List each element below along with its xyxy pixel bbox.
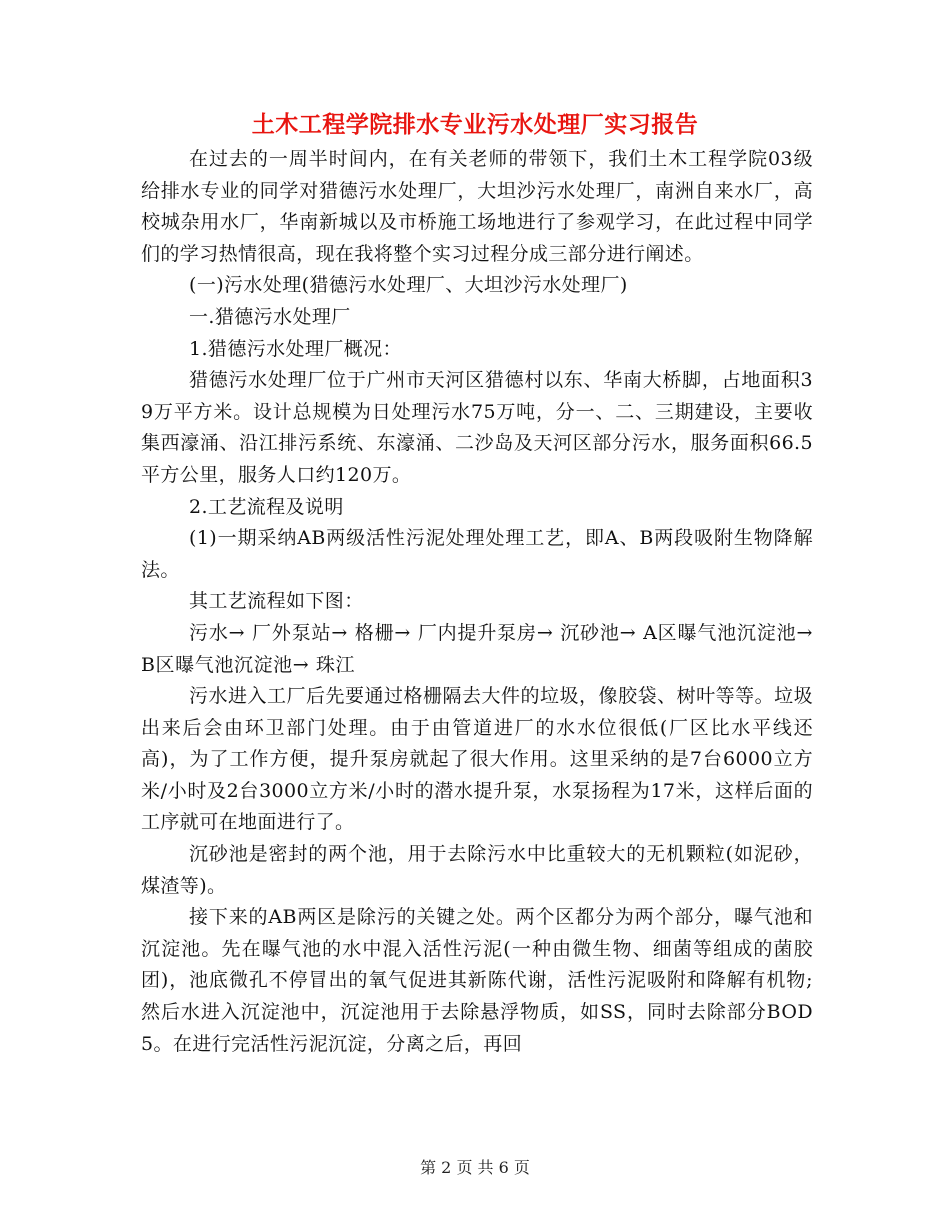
- item-heading-overview: 1.猎德污水处理厂概况：: [189, 337, 402, 360]
- section-heading-sewage: (一)污水处理(猎德污水处理厂、大坦沙污水处理厂): [189, 274, 628, 297]
- paragraph-intro: 在过去的一周半时间内，在有关老师的带领下，我们土木工程学院03级给排水专业的同学对猎德污水处理厂，大坦沙污水处理厂，南洲自来水厂，高校城杂用水厂，华南新城以及市桥施工场地进行了参观学习，在此过程中同学们的学习热情很高，现在我将整个实习过程分成三部分进行阐述。: [141, 148, 813, 265]
- paragraph-phase-one: (1)一期采纳AB两级活性污泥处理处理工艺，即A、B两段吸附生物降解法。: [141, 527, 813, 581]
- subsection-heading-liede: 一.猎德污水处理厂: [189, 305, 351, 328]
- paragraph-screening: 污水进入工厂后先要通过格栅隔去大件的垃圾，像胶袋、树叶等等。垃圾出来后会由环卫部门处理。由于由管道进厂的水水位很低(厂区比水平线还高)，为了工作方便，提升泵房就起了很大作用。这里采纳的是7台6000立方米/小时及2台3000立方米/小时的潜水提升泵，水泵扬程为17米，这样后面的工序就可在地面进行了。: [141, 685, 813, 834]
- paragraph-overview: 猎德污水处理厂位于广州市天河区猎德村以东、华南大桥脚，占地面积39万平方米。设计总规模为日处理污水75万吨，分一、二、三期建设，主要收集西濠涌、沿江排污系统、东濠涌、二沙岛及天河区部分污水，服务面积66.5平方公里，服务人口约120万。: [141, 369, 813, 486]
- paragraph-ab-zones: 接下来的AB两区是除污的关键之处。两个区都分为两个部分，曝气池和沉淀池。先在曝气池的水中混入活性污泥(一种由微生物、细菌等组成的菌胶团)，池底微孔不停冒出的氧气促进其新陈代谢，活性污泥吸附和降解有机物;然后水进入沉淀池中，沉淀池用于去除悬浮物质，如SS，同时去除部分BOD5。在进行完活性污泥沉淀，分离之后，再回: [141, 906, 813, 1055]
- paragraph-grit-chamber: 沉砂池是密封的两个池，用于去除污水中比重较大的无机颗粒(如泥砂，煤渣等)。: [141, 843, 813, 897]
- page-footer: 第 2 页 共 6 页: [420, 1158, 530, 1177]
- document-title: 土木工程学院排水专业污水处理厂实习报告: [251, 112, 699, 138]
- paragraph-flow-intro: 其工艺流程如下图：: [189, 590, 364, 613]
- item-heading-process: 2.工艺流程及说明: [189, 495, 344, 518]
- paragraph-process-flow: 污水→ 厂外泵站→ 格栅→ 厂内提升泵房→ 沉砂池→ A区曝气池沉淀池→ B区曝气池沉淀池→ 珠江: [141, 621, 813, 676]
- document-body: [141, 144, 813, 1060]
